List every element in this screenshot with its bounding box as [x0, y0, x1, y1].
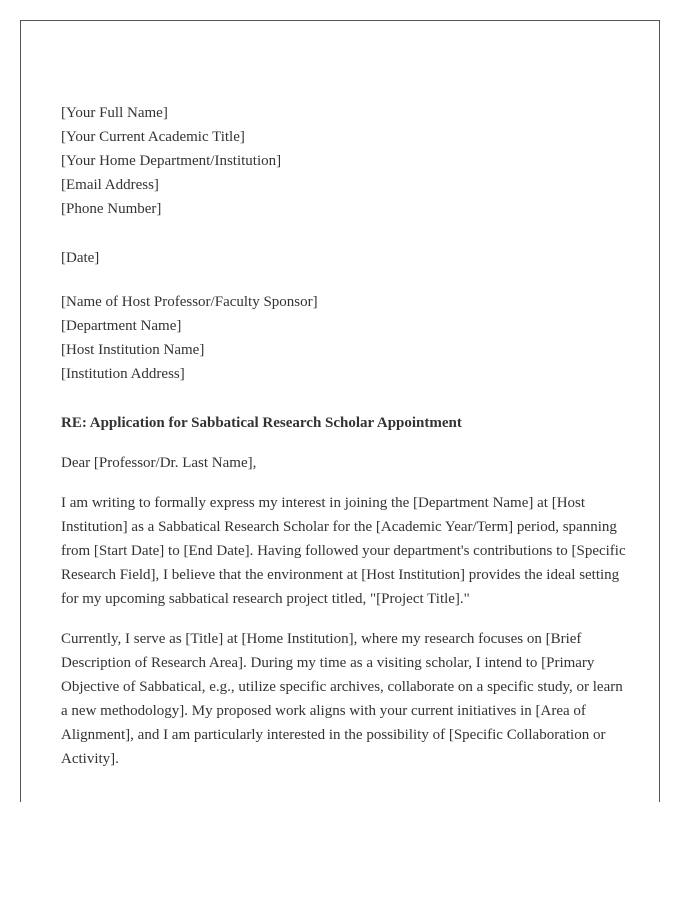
recipient-address: [Institution Address] [61, 366, 185, 382]
recipient-institution: [Host Institution Name] [61, 342, 205, 358]
sender-address-block [61, 101, 631, 221]
sender-email: [Email Address] [61, 177, 159, 193]
salutation: Dear [Professor/Dr. Last Name], [61, 455, 257, 471]
recipient-address-block [61, 290, 631, 386]
recipient-department: [Department Name] [61, 318, 182, 334]
recipient-name: [Name of Host Professor/Faculty Sponsor] [61, 294, 318, 310]
body-paragraph-1: I am writing to formally express my interest in joining the [Department Name] at [Host Institution] as a Sabbatical Research Scholar for the [Academic Year/Term] period, spanning from [Start Date] to [End Date]. Having followed your department's contributions to [Specific Research Field], I believe that the environment at [Host Institution] provides the ideal setting for my upcoming sabbatical research project titled, "[Project Title]." [61, 495, 626, 607]
letter-page [20, 20, 660, 802]
body-paragraph-2: Currently, I serve as [Title] at [Home Institution], where my research focuses on [Brief Description of Research Area]. During my time as a visiting scholar, I intend to [Primary Objective of Sabbatical, e.g., utilize specific archives, collaborate on a specific study, or learn a new methodology]. My proposed work aligns with your current initiatives in [Area of Alignment], and I am particularly interested in the possibility of [Specific Collaboration or Activity]. [61, 631, 623, 767]
letter-date [61, 246, 631, 270]
sender-name: [Your Full Name] [61, 105, 168, 121]
sender-title: [Your Current Academic Title] [61, 129, 245, 145]
sender-department: [Your Home Department/Institution] [61, 153, 282, 169]
subject-line: RE: Application for Sabbatical Research Scholar Appointment [61, 415, 462, 431]
sender-phone: [Phone Number] [61, 201, 162, 217]
letter-content [61, 101, 631, 787]
date-text: [Date] [61, 250, 100, 266]
